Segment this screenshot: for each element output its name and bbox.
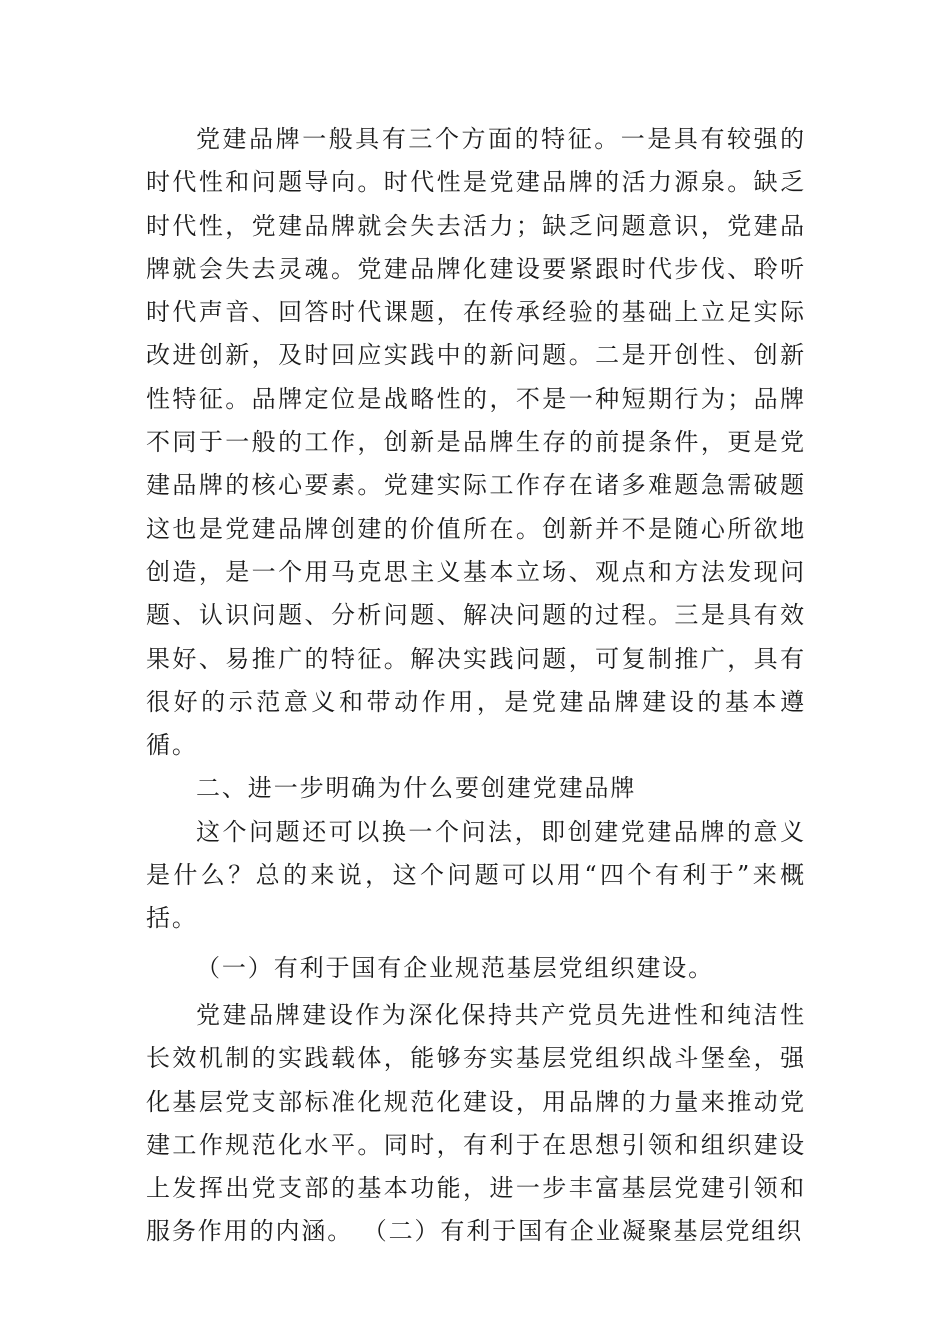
document-body	[146, 118, 806, 1254]
section-heading-why-create-brand: 二、进一步明确为什么要创建党建品牌	[196, 774, 637, 803]
paragraph-significance-question: 这个问题还可以换一个问法，即创建党建品牌的意义是什么？总的来说，这个问题可以用“四个有利于”来概括。	[146, 817, 806, 933]
subheading-standardize-party-organization: （一）有利于国有企业规范基层党组织建设。	[196, 953, 714, 982]
paragraph-brand-characteristics: 党建品牌一般具有三个方面的特征。一是具有较强的时代性和问题导向。时代性是党建品牌的活力源泉。缺乏时代性，党建品牌就会失去活力；缺乏问题意识，党建品牌就会失去灵魂。党建品牌化建设要紧跟时代步伐、聆听时代声音、回答时代课题，在传承经验的基础上立足实际改进创新，及时回应实践中的新问题。二是开创性、创新性特征。品牌定位是战略性的，不是一种短期行为；品牌不同于一般的工作，创新是品牌生存的前提条件，更是党建品牌的核心要素。党建实际工作存在诸多难题急需破题这也是党建品牌创建的价值所在。创新并不是随心所欲地创造，是一个用马克思主义基本立场、观点和方法发现问题、认识问题、分析问题、解决问题的过程。三是具有效果好、易推广的特征。解决实践问题，可复制推广，具有很好的示范意义和带动作用，是党建品牌建设的基本遵循。	[146, 125, 806, 760]
paragraph-brand-construction-carrier: 党建品牌建设作为深化保持共产党员先进性和纯洁性长效机制的实践载体，能够夯实基层党组织战斗堡垒，强化基层党支部标准化规范化建设，用品牌的力量来推动党建工作规范化水平。同时，有利于在思想引领和组织建设上发挥出党支部的基本功能，进一步丰富基层党建引领和服务作用的内涵。 （二）有利于国有企业凝聚基层党组织	[146, 1000, 806, 1246]
